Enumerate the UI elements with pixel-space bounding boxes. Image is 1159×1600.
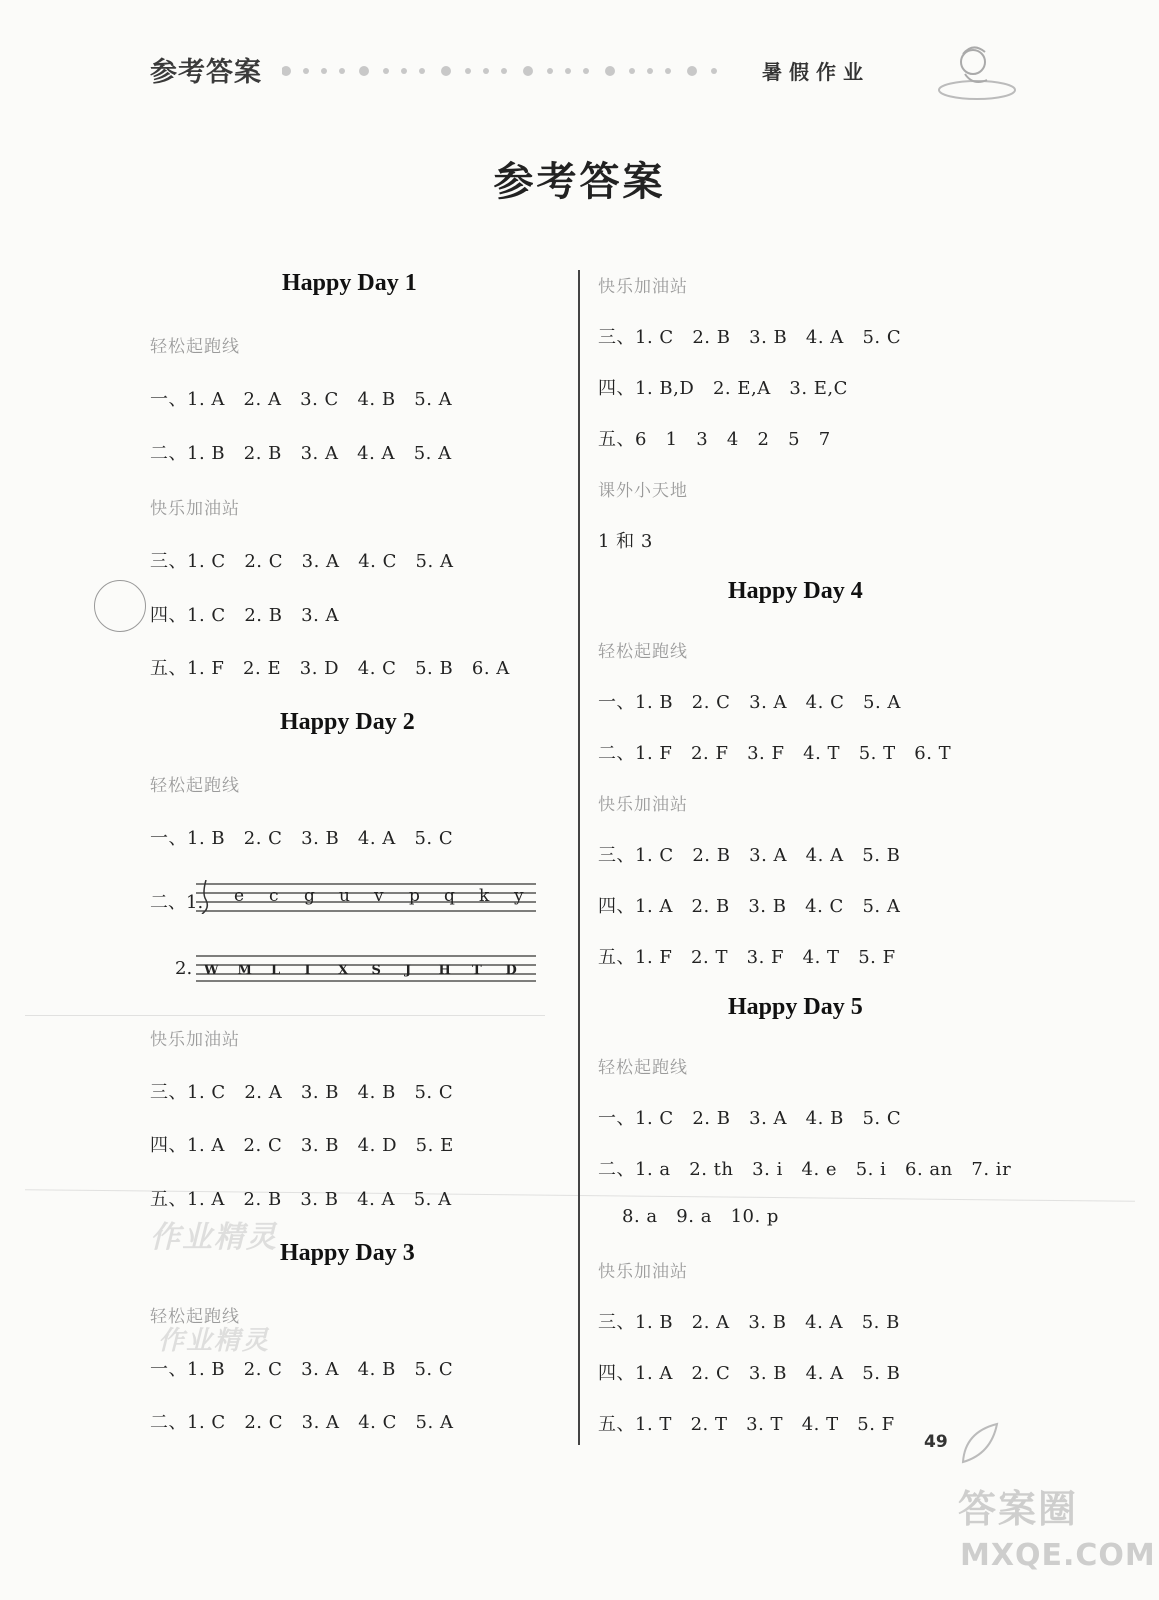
answer-line: 四、1. C 2. B 3. A <box>150 605 340 626</box>
staff-letter: k <box>479 886 490 906</box>
subsection-label: 快乐加油站 <box>598 277 688 297</box>
staff-letter: L <box>271 963 281 978</box>
staff-label: 二、1. <box>150 892 204 913</box>
answer-line: 一、1. B 2. C 3. A 4. B 5. C <box>150 1359 454 1380</box>
subsection-label: 快乐加油站 <box>598 795 688 815</box>
staff-letter: S <box>371 963 381 978</box>
answer-line: 三、1. C 2. C 3. A 4. C 5. A <box>150 551 454 572</box>
answer-line: 五、1. F 2. T 3. F 4. T 5. F <box>598 947 896 968</box>
mascot-icon <box>935 40 1017 102</box>
answer-line: 一、1. B 2. C 3. B 4. A 5. C <box>150 828 454 849</box>
watermark-text: 作业精灵 <box>158 1326 271 1356</box>
writing-staff-lowercase <box>196 880 536 914</box>
staff-letter: H <box>438 963 451 978</box>
staff-letter: X <box>338 963 349 978</box>
staff-letter: p <box>409 886 420 906</box>
staff-letter: u <box>339 886 350 906</box>
subsection-label: 轻松起跑线 <box>150 1307 240 1327</box>
answer-line: 8. a 9. a 10. p <box>622 1206 779 1227</box>
section-heading: Happy Day 3 <box>280 1240 415 1266</box>
section-heading: Happy Day 4 <box>728 578 863 604</box>
answer-line: 二、1. C 2. C 3. A 4. C 5. A <box>150 1412 454 1433</box>
section-heading: Happy Day 5 <box>728 994 863 1020</box>
subsection-label: 轻松起跑线 <box>598 642 688 662</box>
page-number: 49 <box>924 1432 948 1452</box>
staff-letter: q <box>444 886 455 906</box>
answer-line: 三、1. C 2. A 3. B 4. B 5. C <box>150 1082 454 1103</box>
answer-line: 三、1. C 2. B 3. B 4. A 5. C <box>598 327 902 348</box>
writing-staff-uppercase <box>196 952 536 982</box>
subsection-label: 课外小天地 <box>598 481 688 501</box>
header-title: 参考答案 <box>150 57 262 88</box>
column-divider <box>578 270 580 1445</box>
staff-letter: e <box>234 886 245 906</box>
section-heading: Happy Day 2 <box>280 709 415 735</box>
watermark-logo: 答案圈 <box>958 1487 1079 1531</box>
page-title: 参考答案 <box>493 159 666 205</box>
watermark-url: MXQE.COM <box>960 1538 1156 1573</box>
section-heading: Happy Day 1 <box>282 270 417 296</box>
answer-line: 一、1. C 2. B 3. A 4. B 5. C <box>598 1108 902 1129</box>
answer-line: 一、1. A 2. A 3. C 4. B 5. A <box>150 389 453 410</box>
staff-letter: W <box>204 963 219 978</box>
answer-line: 二、1. F 2. F 3. F 4. T 5. T 6. T <box>598 743 952 764</box>
subsection-label: 快乐加油站 <box>150 1030 240 1050</box>
staff-letter: c <box>269 886 279 906</box>
staff-letter: M <box>237 963 252 978</box>
answer-line: 四、1. A 2. C 3. B 4. D 5. E <box>150 1135 454 1156</box>
answer-line: 三、1. B 2. A 3. B 4. A 5. B <box>598 1312 900 1333</box>
scan-fold-line <box>25 1015 545 1016</box>
answer-line: 二、1. a 2. th 3. i 4. e 5. i 6. an 7. ir <box>598 1159 1012 1180</box>
answer-line: 三、1. C 2. B 3. A 4. A 5. B <box>598 845 901 866</box>
leaf-icon <box>955 1418 1005 1468</box>
staff-letter: T <box>472 963 482 978</box>
staff-letter: D <box>505 963 517 978</box>
answer-line: 五、1. A 2. B 3. B 4. A 5. A <box>150 1189 452 1210</box>
staff-letter: g <box>304 886 315 906</box>
subsection-label: 轻松起跑线 <box>150 337 240 357</box>
answer-line: 五、1. T 2. T 3. T 4. T 5. F <box>598 1414 895 1435</box>
answer-line: 四、1. B,D 2. E,A 3. E,C <box>598 378 848 399</box>
subsection-label: 轻松起跑线 <box>150 776 240 796</box>
stamp-icon <box>94 580 146 632</box>
staff-label: 2. <box>175 958 193 979</box>
staff-letter: I <box>304 963 311 978</box>
subsection-label: 轻松起跑线 <box>598 1058 688 1078</box>
watermark-text: 作业精灵 <box>150 1220 278 1255</box>
header-brand: 暑假作业 <box>762 60 870 84</box>
answer-line: 1 和 3 <box>598 531 653 552</box>
answer-line: 五、6 1 3 4 2 5 7 <box>598 429 831 450</box>
answer-line: 四、1. A 2. C 3. B 4. A 5. B <box>598 1363 901 1384</box>
answer-line: 四、1. A 2. B 3. B 4. C 5. A <box>598 896 901 917</box>
subsection-label: 快乐加油站 <box>598 1262 688 1282</box>
header-dot-divider <box>282 64 722 78</box>
staff-letter: y <box>514 886 524 906</box>
subsection-label: 快乐加油站 <box>150 499 240 519</box>
staff-letter: J <box>405 963 412 978</box>
answer-line: 一、1. B 2. C 3. A 4. C 5. A <box>598 692 901 713</box>
answer-line: 五、1. F 2. E 3. D 4. C 5. B 6. A <box>150 658 510 679</box>
staff-letter: v <box>374 886 384 906</box>
answer-line: 二、1. B 2. B 3. A 4. A 5. A <box>150 443 452 464</box>
